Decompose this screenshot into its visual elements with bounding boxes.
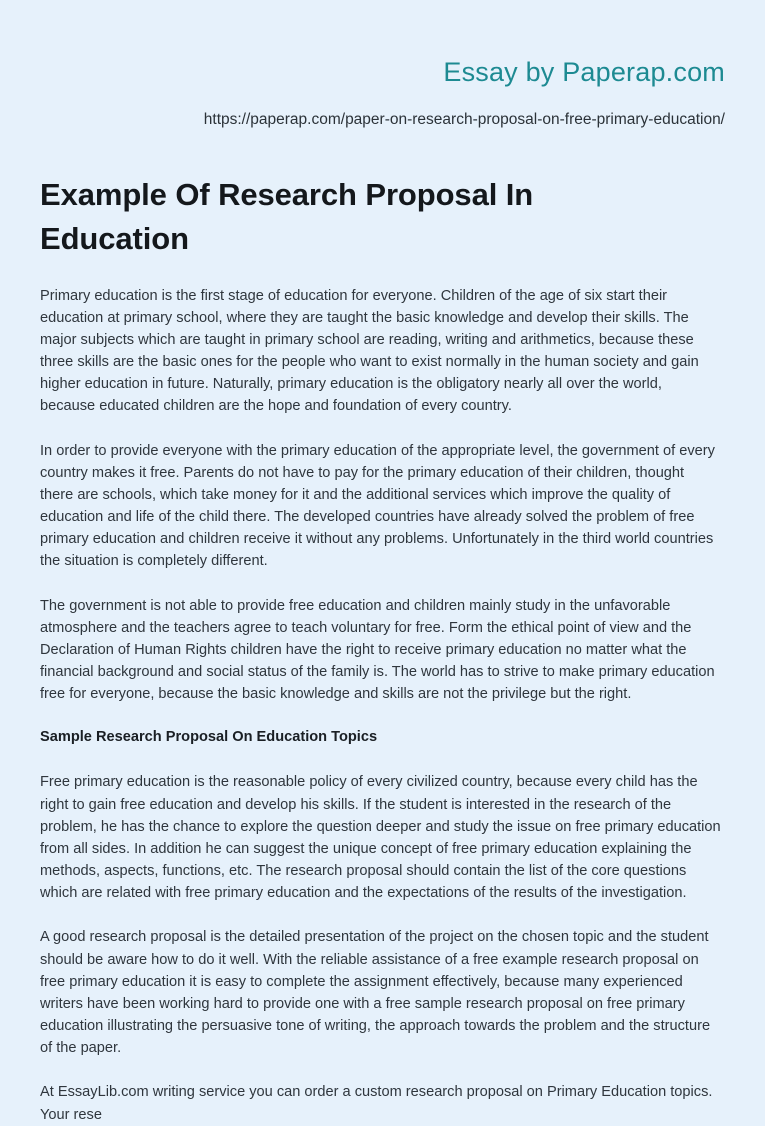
source-url-row <box>0 88 765 130</box>
brand-header <box>0 0 765 88</box>
article-paragraph-truncated: At EssayLib.com writing service you can order a custom research proposal on Primary Education topics. Your rese <box>40 1084 713 1123</box>
article-body <box>0 131 765 1126</box>
page-title: Example Of Research Proposal In Education <box>40 176 534 256</box>
article-paragraph: The government is not able to provide free education and children mainly study in the unfavorable atmosphere and the teachers agree to teach voluntary for free. Form the ethical point of view and the Declaration of Human Rights children have the right to receive primary education no matter what the financial background and social status of the family is. The world has to strive to make primary education free for everyone, because the basic knowledge and skills are not the privilege but the right. <box>40 597 715 703</box>
source-url[interactable]: https://paperap.com/paper-on-research-proposal-on-free-primary-education/ <box>203 111 725 129</box>
article-paragraph: Free primary education is the reasonable policy of every civilized country, because every child has the right to gain free education and develop his skills. If the student is interested in the research of the problem, he has the chance to explore the question deeper and study the issue on free primary education from all sides. In addition he can suggest the unique concept of free primary education explaining the methods, aspects, functions, etc. The research proposal should contain the list of the core questions which are related with free primary education and the expectations of the results of the investigation. <box>40 774 721 902</box>
article-paragraph: A good research proposal is the detailed presentation of the project on the chosen topic and the student should be aware how to do it well. With the reliable assistance of a free example research proposal on free primary education it is easy to complete the assignment effectively, because many experienced writers have been working hard to provide one with a free sample research proposal on free primary education illustrating the persuasive tone of writing, the approach towards the problem and the structure of the paper. <box>40 929 711 1057</box>
article-subheading: Sample Research Proposal On Education Topics <box>40 729 378 746</box>
article-paragraph: Primary education is the first stage of education for everyone. Children of the age of six start their education at primary school, where they are taught the basic knowledge and develop their skills. The major subjects which are taught in primary school are reading, writing and arithmetics, because these three skills are the basic ones for the people who want to exist normally in the human society and gain higher education in future. Naturally, primary education is the obligatory nearly all over the world, because educated children are the hope and foundation of every country. <box>40 287 699 415</box>
article-paragraph: In order to provide everyone with the primary education of the appropriate level, the government of every country makes it free. Parents do not have to pay for the primary education of their children, thought there are schools, which take money for it and the additional services which improve the quality of education and life of the child there. The developed countries have already solved the problem of free primary education and children receive it without any problems. Unfortunately in the third world countries the situation is completely different. <box>40 442 715 570</box>
site-brand-label: Essay by Paperap.com <box>443 57 725 87</box>
